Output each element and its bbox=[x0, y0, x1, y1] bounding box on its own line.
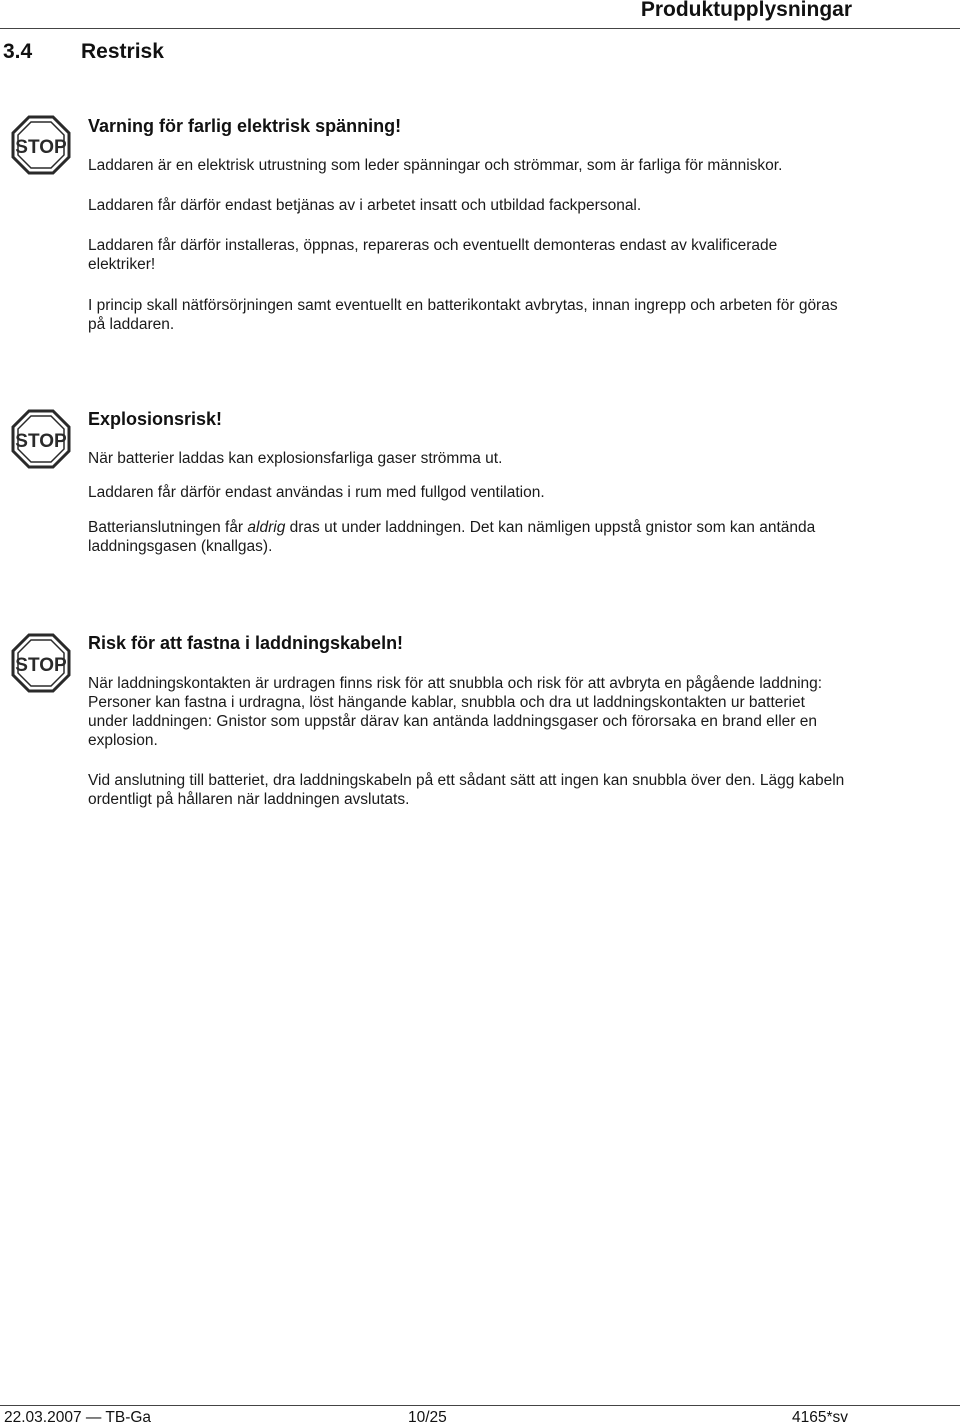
warning-title: Risk för att fastna i laddningskabeln! bbox=[88, 633, 404, 653]
rich-before: Batterianslutningen får bbox=[88, 519, 248, 536]
paragraph: I princip skall nätförsörjningen samt eventuellt en batterikontakt avbrytas, innan ingrepp och arbeten för göras på laddaren. bbox=[88, 297, 838, 333]
section-number: 3.4 bbox=[3, 40, 33, 63]
svg-text:STOP: STOP bbox=[15, 137, 67, 158]
footer-doc-id: 4165*sv bbox=[792, 1409, 849, 1426]
paragraph bbox=[88, 518, 848, 556]
paragraph: Vid anslutning till batteriet, dra laddningskabeln på ett sådant sätt att ingen kan snubbla över den. Lägg kabeln ordentligt på hållaren när laddningen avslutats. bbox=[88, 772, 845, 808]
emphasis: aldrig bbox=[247, 519, 286, 536]
stop-sign-icon bbox=[11, 409, 71, 469]
paragraph: Laddaren får därför installeras, öppnas, repareras och eventuellt demonteras endast av kvalificerade elektriker! bbox=[88, 237, 778, 273]
stop-sign-icon bbox=[11, 633, 71, 693]
footer-rule bbox=[0, 1405, 960, 1406]
header-title: Produktupplysningar bbox=[640, 0, 852, 21]
rich-after: dras ut under laddningen. Det kan nämligen uppstå gnistor som kan antända laddningsgasen (knallgas). bbox=[88, 519, 816, 555]
paragraph: När laddningskontakten är urdragen finns risk för att snubbla och risk för att avbryta en pågående laddning: bbox=[88, 675, 823, 692]
paragraph: Laddaren får därför endast betjänas av i arbetet insatt och utbildad fackpersonal. bbox=[88, 197, 642, 214]
paragraph: Personer kan fastna i urdragna, löst hängande kablar, snubbla och dra ut laddningskontakten ur batteriet under laddningen: Gnistor som uppstår därav kan antända laddningsgaser och förorsaka en brand eller en explosion. bbox=[88, 694, 817, 749]
warning-title: Explosionsrisk! bbox=[88, 409, 223, 429]
section-heading bbox=[3, 37, 164, 67]
footer-page-number: 10/25 bbox=[408, 1409, 447, 1426]
paragraph: När batterier laddas kan explosionsfarliga gaser strömma ut. bbox=[88, 450, 503, 467]
footer-date-ref: 22.03.2007 — TB-Ga bbox=[4, 1409, 152, 1426]
section-title: Restrisk bbox=[81, 40, 164, 63]
warning-title: Varning för farlig elektrisk spänning! bbox=[88, 116, 402, 136]
svg-text:STOP: STOP bbox=[15, 655, 67, 676]
svg-text:STOP: STOP bbox=[15, 431, 67, 452]
stop-sign-icon bbox=[11, 115, 71, 175]
paragraph: Laddaren får därför endast användas i rum med fullgod ventilation. bbox=[88, 484, 545, 501]
header-rule bbox=[0, 28, 960, 29]
paragraph: Laddaren är en elektrisk utrustning som leder spänningar och strömmar, som är farliga för människor. bbox=[88, 157, 783, 174]
